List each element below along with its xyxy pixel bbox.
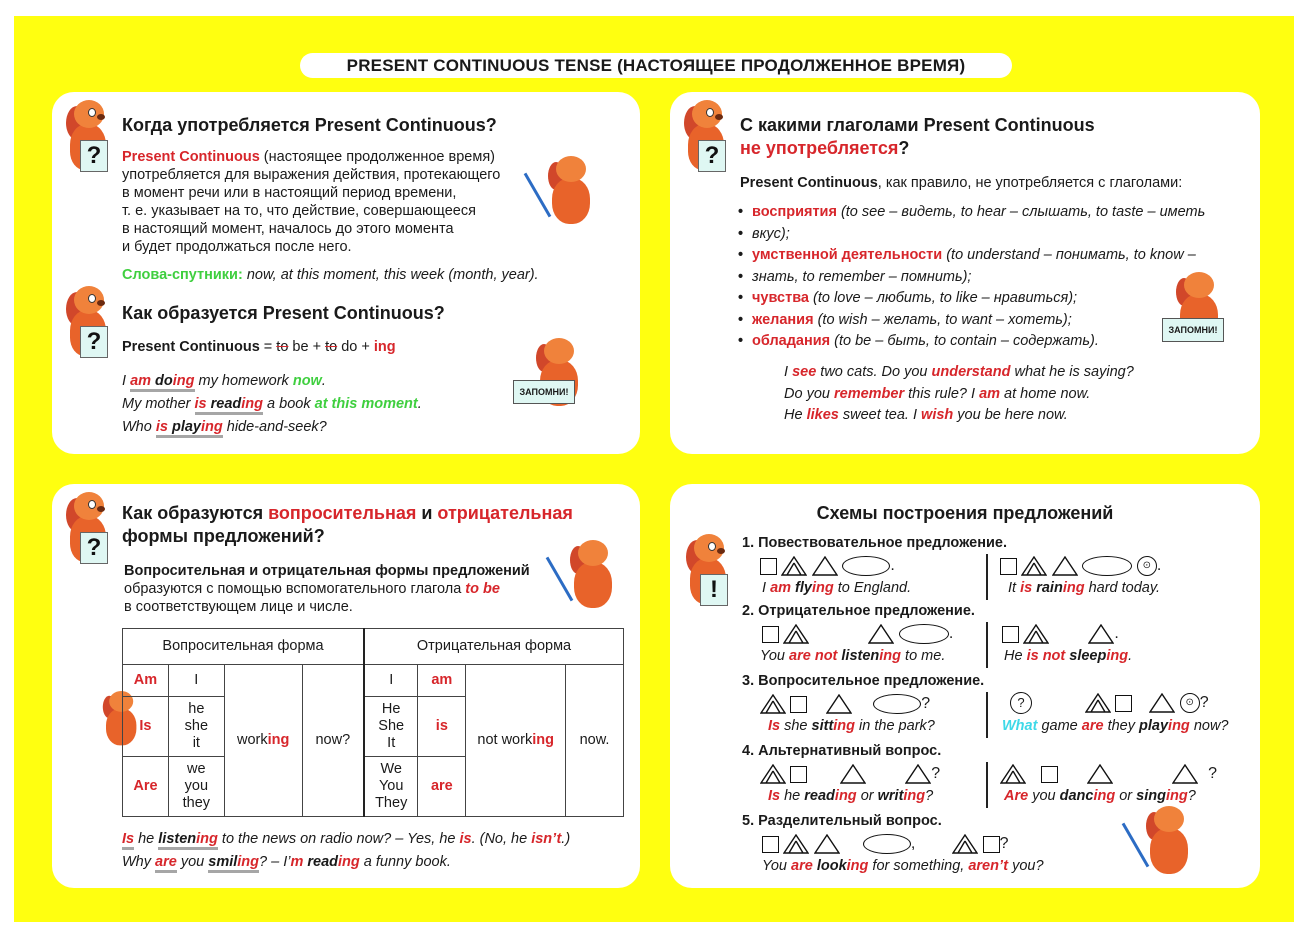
scheme-symbols: . bbox=[762, 624, 953, 648]
scheme-example: Is she sitting in the park? bbox=[768, 718, 935, 734]
scheme-symbols: . bbox=[1002, 624, 1119, 648]
table-cell: I bbox=[364, 665, 418, 697]
scheme-tag-title: 5. Разделительный вопрос. bbox=[742, 813, 942, 829]
dog-exclaim-icon: ! bbox=[684, 534, 734, 610]
table-cell: He She It bbox=[364, 697, 418, 757]
companion-words: Слова-спутники: now, at this moment, this week (month, year). bbox=[122, 267, 539, 283]
panel-usage bbox=[52, 92, 640, 454]
list-item: • вкус); bbox=[738, 224, 1248, 246]
table-cell: is bbox=[418, 697, 466, 757]
scheme-negative-title: 2. Отрицательное предложение. bbox=[742, 603, 975, 619]
dog-question-icon-4: ? bbox=[64, 492, 114, 568]
dog-pointer-icon-2 bbox=[564, 540, 624, 610]
forms-examples: Is he listening to the news on radio now? – Yes, he is. (No, he isn’t.) Why are you smiling? – I’m reading a funny book. bbox=[122, 828, 570, 874]
exceptions-heading: С какими глаголами Present Continuous не употребляется? bbox=[740, 115, 1095, 158]
dog-pointer-icon-3 bbox=[1140, 806, 1200, 876]
usage-heading: Когда употребляется Present Continuous? bbox=[122, 115, 497, 135]
scheme-example: Are you dancing or singing? bbox=[1004, 788, 1196, 804]
table-cell: working bbox=[224, 665, 302, 817]
table-cell: I bbox=[168, 665, 224, 697]
scheme-example: He is not sleeping. bbox=[1004, 648, 1133, 664]
dog-pointer-icon bbox=[542, 156, 602, 226]
dog-question-icon-3: ? bbox=[682, 100, 732, 176]
forms-table bbox=[122, 628, 624, 817]
table-cell: We You They bbox=[364, 757, 418, 817]
table-cell: now. bbox=[566, 665, 624, 817]
formation-heading: Как образуется Present Continuous? bbox=[122, 303, 445, 323]
exceptions-lead: Present Continuous, как правило, не употребляется с глаголами: bbox=[740, 175, 1183, 191]
panel-forms bbox=[52, 484, 640, 888]
scheme-symbols: , ? bbox=[762, 834, 1009, 858]
page-title: PRESENT CONTINUOUS TENSE (НАСТОЯЩЕЕ ПРОДОЛЖЕННОЕ ВРЕМЯ) bbox=[300, 53, 1012, 78]
forms-heading: Как образуются вопросительная и отрицательная формы предложений? bbox=[122, 503, 573, 546]
exceptions-examples: I see two cats. Do you understand what he is saying? Do you remember this rule? I am at home now. He likes sweet tea. I wish you be here now. bbox=[784, 364, 1134, 423]
scheme-example: What game are they playing now? bbox=[1002, 718, 1229, 734]
list-item: • желания (to wish – желать, to want – хотеть); bbox=[738, 310, 1248, 332]
table-cell: now? bbox=[302, 665, 364, 817]
dog-question-icon: ? bbox=[64, 100, 114, 176]
table-cell: we you they bbox=[168, 757, 224, 817]
panel-exceptions bbox=[670, 92, 1260, 454]
table-cell: Am bbox=[123, 665, 169, 697]
table-cell: not working bbox=[466, 665, 566, 817]
scheme-example: I am flying to England. bbox=[762, 580, 912, 596]
scheme-symbols: ⊙ . bbox=[1000, 556, 1161, 580]
negative-form-header: Отрицательная форма bbox=[364, 629, 624, 665]
list-item: • восприятия (to see – видеть, to hear – слышать, to taste – иметь bbox=[738, 202, 1248, 224]
question-form-header: Вопросительная форма bbox=[123, 629, 365, 665]
scheme-symbols: . bbox=[760, 556, 895, 580]
table-cell: am bbox=[418, 665, 466, 697]
scheme-affirmative-title: 1. Повествовательное предложение. bbox=[742, 535, 1008, 551]
scheme-alternative-title: 4. Альтернативный вопрос. bbox=[742, 743, 942, 759]
scheme-example: Is he reading or writing? bbox=[768, 788, 934, 804]
formation-examples: I am doing my homework now. My mother is reading a book at this moment. Who is playing hide-and-seek? bbox=[122, 370, 422, 439]
memo-sign: ЗАПОМНИ! bbox=[513, 380, 575, 404]
dog-question-icon-2: ? bbox=[64, 286, 114, 362]
memo-sign-2: ЗАПОМНИ! bbox=[1162, 318, 1224, 342]
usage-description: Present Continuous (настоящее продолженное время) употребляется для выражения действия, протекающего в момент речи или в настоящий период времени, т. е. указывает на то, что действие, совершающееся в настоящий момент, началось до этого момента и будет продолжаться после него. bbox=[122, 149, 501, 255]
scheme-question-title: 3. Вопросительное предложение. bbox=[742, 673, 985, 689]
scheme-example: It is raining hard today. bbox=[1008, 580, 1161, 596]
table-cell: Are bbox=[123, 757, 169, 817]
scheme-symbols: ? bbox=[1000, 764, 1217, 788]
scheme-example: You are not listening to me. bbox=[760, 648, 946, 664]
scheme-symbols: ? ⊙ ? bbox=[1010, 692, 1209, 716]
scheme-example: You are looking for something, aren’t you? bbox=[762, 858, 1044, 874]
table-cell: he she it bbox=[168, 697, 224, 757]
panel-schemes bbox=[670, 484, 1260, 888]
forms-lead: Вопросительная и отрицательная формы предложений образуются с помощью вспомогательного глагола to be в соответствующем лице и числе. bbox=[124, 563, 530, 615]
list-item: • знать, to remember – помнить); bbox=[738, 267, 1248, 289]
scheme-symbols: ? bbox=[760, 694, 930, 718]
formula: Present Continuous = to be + to do + ing bbox=[122, 339, 396, 355]
table-cell: are bbox=[418, 757, 466, 817]
table-cell: Is bbox=[123, 697, 169, 757]
schemes-heading: Схемы построения предложений bbox=[816, 503, 1114, 523]
scheme-symbols: ? bbox=[760, 764, 940, 788]
list-item: • умственной деятельности (to understand – понимать, to know – bbox=[738, 245, 1248, 267]
list-item: • чувства (to love – любить, to like – нравиться); bbox=[738, 288, 1248, 310]
list-item: • обладания (to be – быть, to contain – содержать). bbox=[738, 331, 1248, 353]
